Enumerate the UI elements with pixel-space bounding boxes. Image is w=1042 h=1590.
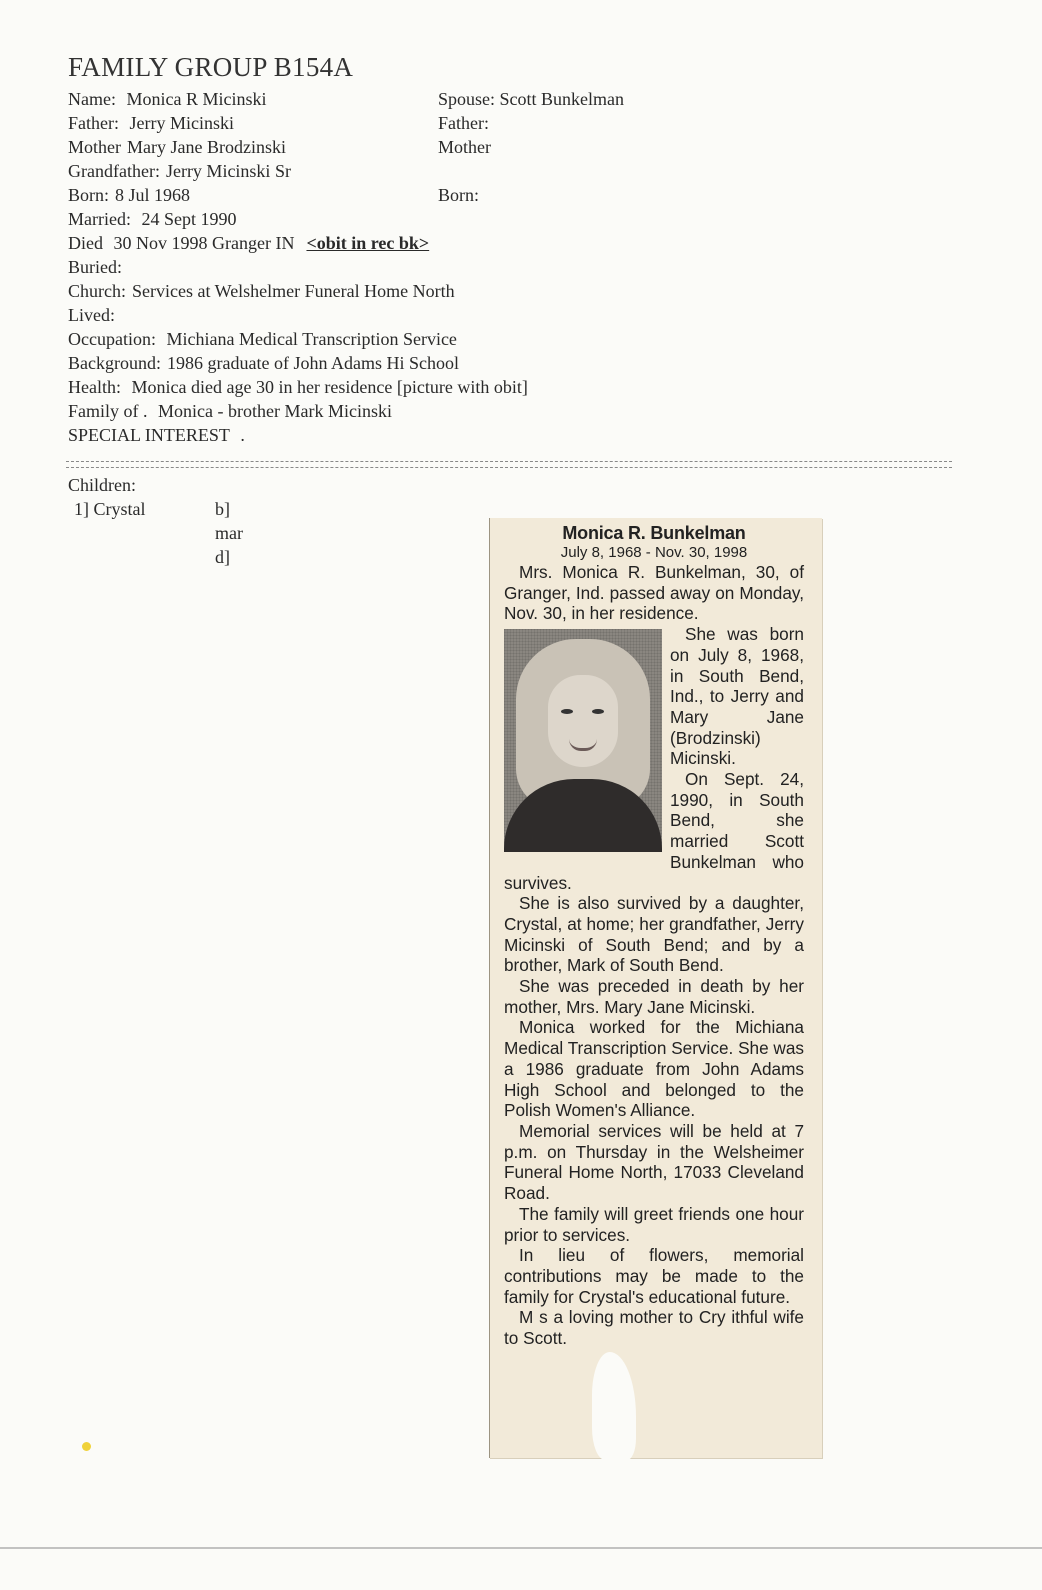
row-label: Buried: — [68, 257, 122, 277]
married-row — [68, 207, 237, 231]
buried-row — [68, 255, 128, 279]
child-born-label: b] — [215, 499, 230, 519]
spouse-label: Spouse: — [438, 89, 496, 109]
special-interest-row — [68, 423, 245, 447]
obituary-paragraph: Mrs. Monica R. Bunkelman, 30, of Granger, Ind. passed away on Monday, Nov. 30, in her residence. — [504, 562, 804, 624]
row-value: 24 Sept 1990 — [141, 209, 237, 229]
family-of-row — [68, 399, 392, 423]
row-label: Father: — [68, 113, 119, 133]
page-title: FAMILY GROUP B154A — [68, 52, 354, 82]
row-label: Grandfather: — [68, 161, 160, 181]
obituary-paragraph: The family will greet friends one hour prior to services. — [504, 1203, 804, 1245]
name-row — [68, 87, 266, 111]
row-value: Monica - brother Mark Micinski — [158, 401, 392, 421]
health-row — [68, 375, 528, 399]
children-label: Children: — [68, 475, 136, 495]
obituary-paragraph: She was born on July 8, 1968, in South Bend, Ind., to Jerry and Mary Jane (Brodzinski) Micinski. — [670, 624, 804, 769]
obituary-paragraph: Memorial services will be held at 7 p.m. on Thursday in the Welsheimer Funeral Home North, 17033 Cleveland Road. — [504, 1120, 804, 1204]
church-row — [68, 279, 455, 303]
obituary-paragraph: In lieu of flowers, memorial contributions may be made to the family for Crystal's educational future. — [504, 1245, 804, 1307]
row-value: Mary Jane Brodzinski — [127, 137, 286, 157]
row-label: Born: — [68, 185, 110, 205]
row-value: Michiana Medical Transcription Service — [166, 329, 457, 349]
row-value: Jerry Micinski Sr — [165, 161, 291, 181]
double-dashed-divider — [66, 461, 952, 468]
row-value: 8 Jul 1968 — [115, 185, 191, 205]
row-value: Monica died age 30 in her residence [picture with obit] — [131, 377, 528, 397]
obituary-dates: July 8, 1968 - Nov. 30, 1998 — [560, 544, 748, 561]
row-value: 1986 graduate of John Adams Hi School — [166, 353, 459, 373]
child-married-label: mar — [215, 523, 243, 543]
grandfather-row — [68, 159, 291, 183]
row-label: Family of . — [68, 401, 148, 421]
obituary-clipping — [489, 518, 822, 1458]
background-row — [68, 351, 459, 375]
spouse-born-label: Born: — [438, 185, 480, 205]
died-row — [68, 231, 429, 255]
row-label: Occupation: — [68, 329, 156, 349]
row-label: Married: — [68, 209, 131, 229]
obituary-paragraph: On Sept. 24, 1990, in South Bend, she married Scott Bunkelman who survives. — [504, 769, 804, 893]
row-label: Died — [68, 233, 103, 253]
row-value: Jerry Micinski — [129, 113, 234, 133]
obituary-paragraph-torn: M s a loving mother to Cry ithful wife to Scott. — [504, 1307, 804, 1349]
row-value: Monica R Micinski — [126, 89, 267, 109]
row-label: Name: — [68, 89, 116, 109]
obituary-photo — [504, 629, 662, 855]
child-died-label: d] — [215, 547, 230, 567]
scan-edge-line — [0, 1547, 1042, 1549]
spouse-father-label: Father: — [438, 113, 489, 133]
lived-row — [68, 303, 121, 327]
row-label: Health: — [68, 377, 121, 397]
paper-speck — [82, 1442, 91, 1451]
row-label: Lived: — [68, 305, 115, 325]
father-row — [68, 111, 234, 135]
row-label: Background: — [68, 353, 161, 373]
mother-row — [68, 135, 286, 159]
child-crystal: 1] Crystal — [74, 499, 146, 519]
spouse-row — [438, 87, 624, 111]
spouse-value: Scott Bunkelman — [499, 89, 625, 109]
row-value: 30 Nov 1998 Granger IN — [113, 233, 295, 253]
row-label: Mother — [68, 137, 121, 157]
row-value: Services at Welshelmer Funeral Home North — [132, 281, 455, 301]
spouse-mother-label: Mother — [438, 137, 491, 157]
occupation-row — [68, 327, 457, 351]
row-value: . — [240, 425, 245, 445]
row-label: SPECIAL INTEREST — [68, 425, 230, 445]
obit-reference-link[interactable]: <obit in rec bk> — [306, 233, 430, 253]
obituary-paragraph: She is also survived by a daughter, Crystal, at home; her grandfather, Jerry Micinski of South Bend; and by a brother, Mark of South Bend. — [504, 893, 804, 976]
row-label: Church: — [68, 281, 126, 301]
obituary-paragraph: Monica worked for the Michiana Medical Transcription Service. She was a 1986 graduate from John Adams High School and belonged to the Polish Women's Alliance. — [504, 1017, 804, 1121]
obituary-name: Monica R. Bunkelman — [562, 523, 746, 543]
born-row — [68, 183, 190, 207]
obituary-paragraph: She was preceded in death by her mother, Mrs. Mary Jane Micinski. — [504, 976, 804, 1017]
